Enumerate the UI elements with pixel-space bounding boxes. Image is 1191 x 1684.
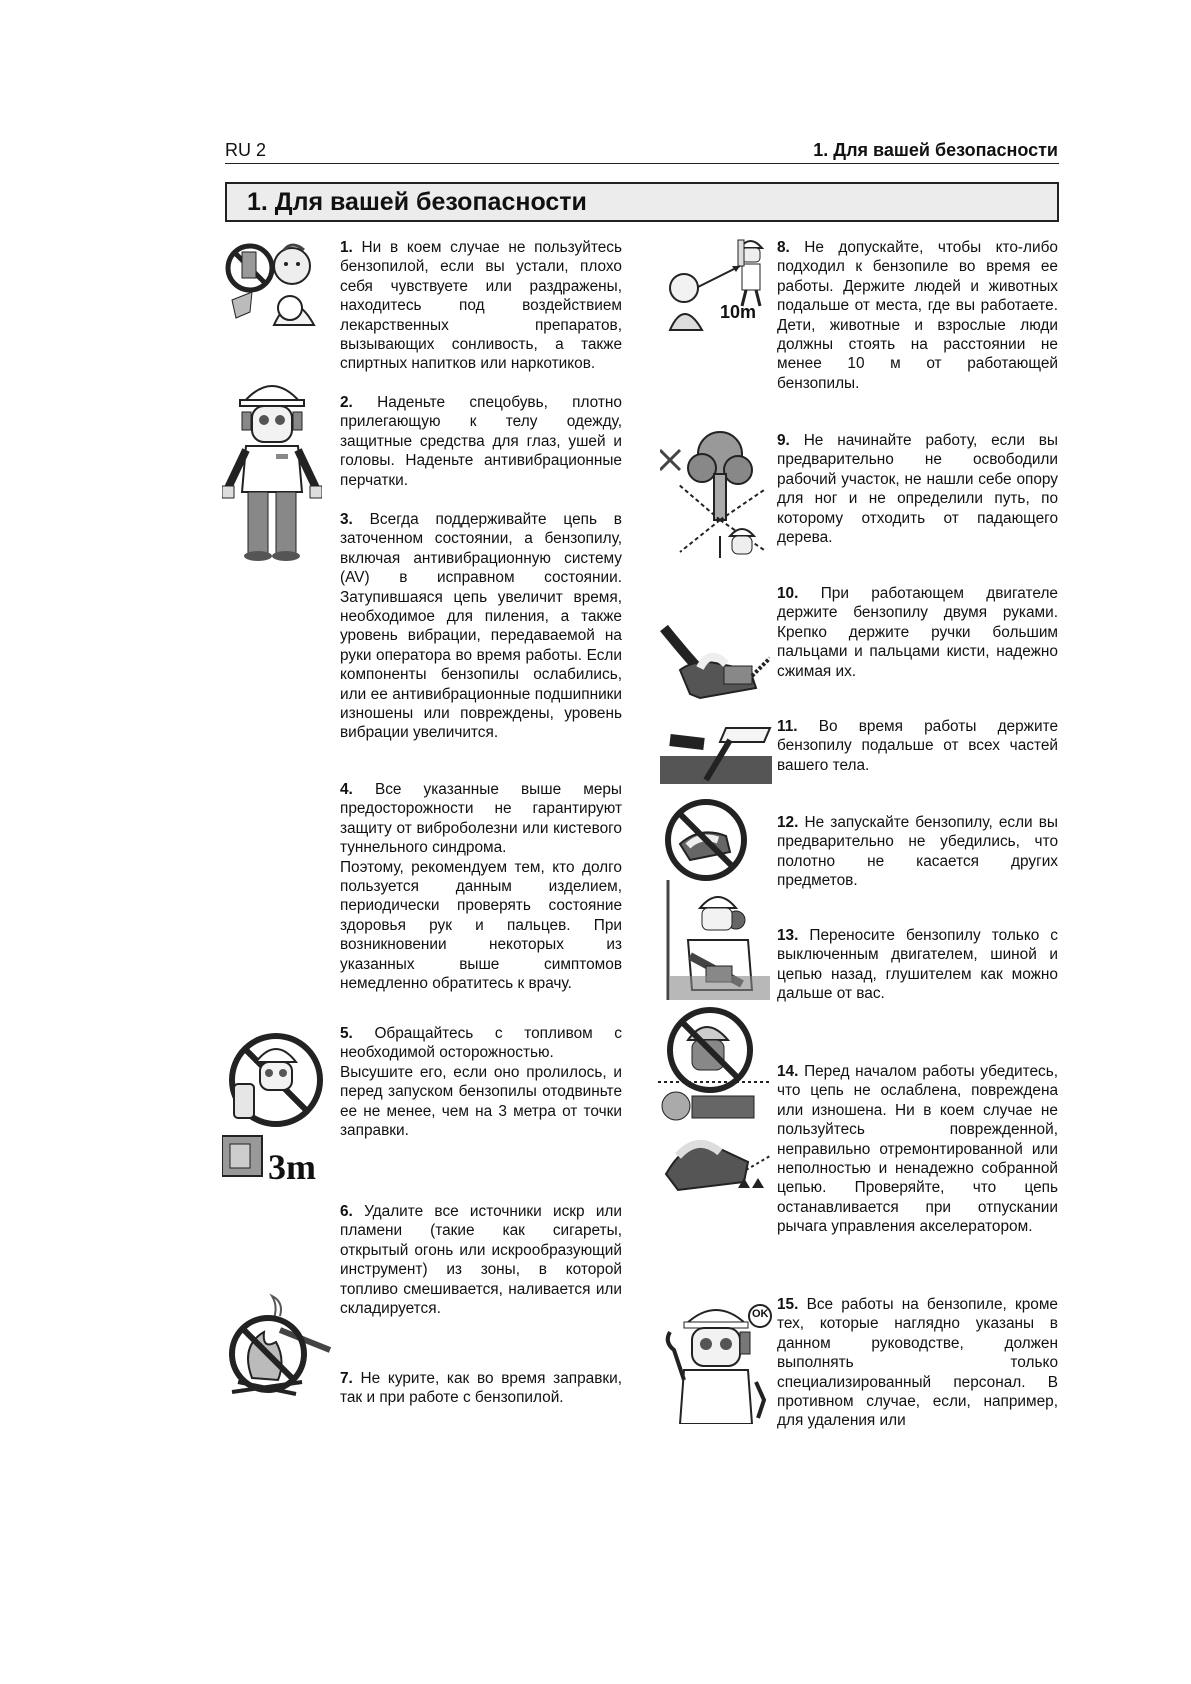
safety-item-5: 5. Обращайтесь с топливом с необходимой осторожностью. Высушите его, если оно пролилось, и перед запуском бензопилы отодвиньте ее не менее, чем на 3 метра от точки заправки. (340, 1025, 622, 1140)
header-divider (225, 163, 1059, 164)
section-title-box (225, 182, 1059, 222)
chain-inspection-illustration (658, 1006, 770, 1218)
safety-item-2: 2. Наденьте спецобувь, плотно прилегающую к телу одежду, защитные средства для глаз, ушей и головы. Наденьте антивибрационные перчатки. (340, 394, 622, 489)
safety-item-3: 3. Всегда поддерживайте цепь в заточенном состоянии, а бензопилу, включая антивибрационную систему (AV) в исправном состоянии. Затупившаяся цепь увеличит время, необходимое для пиления, а также уровень вибрации, передаваемой на руки оператора во время работы. Если компоненты бензопилы ослабились, или ее антивибрационные подшипники изношены или повреждены, уровень вибрации увеличится. (340, 511, 622, 742)
page-number: RU 2 (225, 140, 267, 160)
safety-item-11: 11. Во время работы держите бензопилу подальше от всех частей вашего тела. (777, 718, 1058, 774)
safety-item-4: 4. Все указанные выше меры предосторожности не гарантируют защиту от виброболезни или кистевого туннельного синдрома. Поэтому, рекомендуем тем, кто долго пользуется данным изделием, периодически проверять состояние здоровья рук и пальцев. При возникновении некоторых из указанных выше симптомов немедленно обратитесь к врачу. (340, 781, 622, 993)
carry-chainsaw-illustration (662, 880, 770, 1000)
chainsaw-away-from-body-illustration (660, 720, 772, 784)
two-hand-grip-illustration (660, 608, 770, 704)
protective-gear-worker-illustration (222, 370, 322, 562)
safety-item-6: 6. Удалите все источники искр или пламени (такие как сигареты, открытый огонь или искрообразующий инструмент) из зоны, в которой топливо смешивается, наливается или складируется. (340, 1203, 622, 1318)
safety-item-1: 1. Ни в коем случае не пользуйтесь бензопилой, если вы устали, плохо себя чувствуете или раздражены, находитесь под воздействием лекарственных препаратов, вызывающих сонливость, а также спиртных напитков или наркотиков. (340, 239, 622, 373)
refuel-distance-illustration (222, 1018, 330, 1194)
felling-escape-path-illustration (660, 424, 772, 564)
specialist-service-illustration (660, 1296, 772, 1424)
safety-item-10: 10. При работающем двигателе держите бензопилу двумя руками. Крепко держите ручки большим пальцами и пальцами кисти, надежно сжимая их. (777, 585, 1058, 680)
safety-item-13: 13. Переносите бензопилу только с выключенным двигателем, шиной и цепью назад, глушителем как можно дальше от вас. (777, 927, 1058, 1003)
distance-10m-label: 10m (720, 302, 757, 322)
no-chain-contact-illustration (660, 796, 752, 884)
safety-item-15: 15. Все работы на бензопиле, кроме тех, которые наглядно указаны в данном руководстве, должен выполнять только специализированный персонал. В противном случае, если, например, для удаления или (777, 1296, 1058, 1430)
safety-item-12: 12. Не запускайте бензопилу, если вы предварительно не убедились, что полотно не касается других предметов. (777, 814, 1058, 890)
safety-item-7: 7. Не курите, как во время заправки, так и при работе с бензопилой. (340, 1370, 622, 1407)
running-header: 1. Для вашей безопасности (813, 140, 1058, 160)
bystander-distance-illustration (662, 230, 774, 336)
safety-item-9: 9. Не начинайте работу, если вы предварительно не освободили рабочий участок, не нашли себе опору для ног и не определили путь, по которому отходить от падающего дерева. (777, 432, 1058, 547)
no-alcohol-tired-illustration (222, 230, 330, 330)
ok-mark-label: OK (752, 1308, 769, 1320)
no-smoking-fire-illustration (222, 1288, 334, 1398)
section-title: 1. Для вашей безопасности (247, 188, 587, 216)
safety-item-8: 8. Не допускайте, чтобы кто-либо подходил к бензопиле во время ее работы. Держите людей и животных подальше от места, где вы работаете. Дети, животные и взрослые люди должны стоять на расстоянии не менее 10 м от работающей бензопилы. (777, 239, 1058, 392)
safety-item-14: 14. Перед началом работы убедитесь, что цепь не ослаблена, повреждена или изношена. Ни в коем случае не пользуйтесь поврежденной, неправильно отремонтированной или неполностью и ненадежно собранной цепью. Проверяйте, что цепь останавливается при отпускании рычага управления акселератором. (777, 1063, 1058, 1236)
distance-3m-label: 3m (268, 1147, 316, 1187)
